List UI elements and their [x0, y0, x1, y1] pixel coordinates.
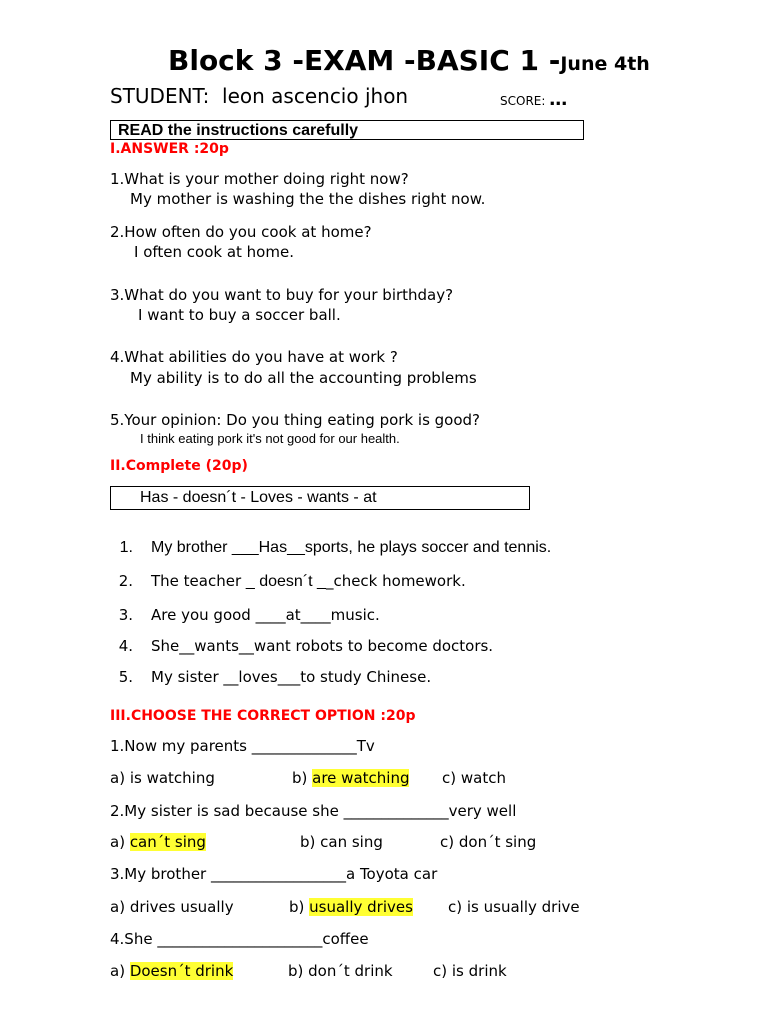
question-5: 5.Your opinion: Do you thing eating pork is good?	[110, 411, 481, 429]
option-3a: a) drives usually	[110, 898, 234, 916]
option-1c: c) watch	[442, 769, 506, 787]
answer-3: I want to buy a soccer ball.	[138, 306, 341, 324]
word-bank: Has - doesn´t - Loves - wants - at	[110, 486, 530, 510]
option-3c: c) is usually drive	[448, 898, 580, 916]
option-2b: b) can sing	[300, 833, 383, 851]
option-4b: b) don´t drink	[288, 962, 393, 980]
choice-question-4: 4.She ______________________coffee	[110, 930, 369, 948]
page-title	[168, 44, 650, 77]
choice-question-2: 2.My sister is sad because she ______________very well	[110, 802, 517, 820]
answer-1: My mother is washing the the dishes right now.	[130, 190, 486, 208]
option-2a: a) can´t sing	[110, 833, 206, 851]
selected-answer-highlight: can´t sing	[129, 833, 206, 851]
option-4c: c) is drink	[433, 962, 507, 980]
answer-5: I think eating pork it's not good for our health.	[140, 431, 400, 446]
score-line	[500, 89, 567, 110]
selected-answer-highlight: are watching	[312, 769, 410, 787]
option-2c: c) don´t sing	[440, 833, 537, 851]
choice-question-1: 1.Now my parents ______________Tv	[110, 737, 375, 755]
instructions-box: READ the instructions carefully	[110, 120, 584, 140]
question-1: 1.What is your mother doing right now?	[110, 170, 409, 188]
selected-answer-highlight: usually drives	[309, 898, 413, 916]
score-value: …	[549, 89, 568, 110]
complete-item-5: 5. My sister __loves___to study Chinese.	[118, 668, 432, 686]
choice-question-3: 3.My brother __________________a Toyota car	[110, 865, 438, 883]
complete-item-4: 4. She__wants__want robots to become doctors.	[118, 637, 494, 655]
option-4a: a) Doesn´t drink	[110, 962, 234, 980]
complete-item-1: 1. My brother ___Has__sports, he plays soccer and tennis.	[119, 539, 552, 556]
student-name: leon ascencio jhon	[222, 84, 409, 108]
section3-heading: III.CHOOSE THE CORRECT OPTION :20p	[110, 708, 416, 724]
section1-heading: I.ANSWER :20p	[110, 141, 229, 157]
score-label: SCORE:	[500, 94, 546, 108]
student-label: STUDENT:	[110, 84, 210, 108]
selected-answer-highlight: Doesn´t drink	[129, 962, 234, 980]
question-3: 3.What do you want to buy for your birthday?	[110, 286, 454, 304]
option-3b: b) usually drives	[289, 898, 413, 916]
student-line	[110, 84, 408, 108]
section2-heading: II.Complete (20p)	[110, 458, 248, 474]
option-1b: b) are watching	[292, 769, 410, 787]
answer-4: My ability is to do all the accounting problems	[130, 369, 477, 387]
title-date: June 4th	[560, 53, 650, 75]
answer-2: I often cook at home.	[134, 243, 294, 261]
question-2: 2.How often do you cook at home?	[110, 223, 372, 241]
complete-item-3: 3. Are you good ____at____music.	[118, 606, 380, 624]
title-main: Block 3 -EXAM -BASIC 1 -	[168, 44, 561, 77]
question-4: 4.What abilities do you have at work ?	[110, 348, 398, 366]
complete-item-2: 2. The teacher _ doesn´t __check homework.	[118, 572, 466, 590]
option-1a: a) is watching	[110, 769, 215, 787]
